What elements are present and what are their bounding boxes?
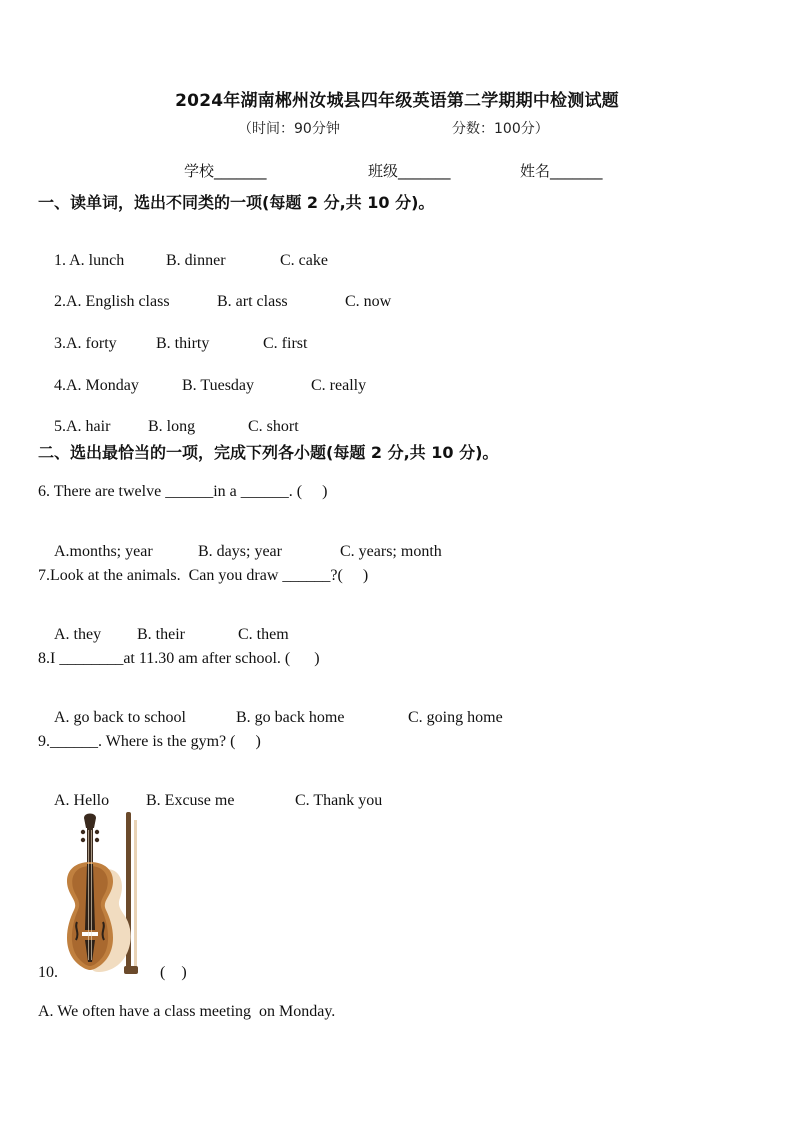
q2-option-a: 2.A. English class [54, 293, 170, 310]
q9-option-b: B. Excuse me [146, 792, 235, 809]
q6-option-a: A.months; year [54, 543, 153, 560]
q3-option-a: 3.A. forty [54, 335, 117, 352]
question-10-number: 10. [38, 964, 58, 981]
q6-option-b: B. days; year [198, 543, 282, 560]
question-8: 8.I ________at 11.30 am after school. ( ) [38, 650, 320, 667]
q7-option-c: C. them [238, 626, 289, 643]
q8-option-c: C. going home [408, 709, 503, 726]
q8-option-b: B. go back home [236, 709, 345, 726]
q6-option-c: C. years; month [340, 543, 442, 560]
q5-option-a: 5.A. hair [54, 418, 111, 435]
q9-option-a: A. Hello [54, 792, 110, 809]
class-field: 班级_______ [368, 162, 451, 180]
section-one-heading: 一、读单词，选出不同类的一项(每题 2 分,共 10 分)。 [38, 193, 435, 212]
q2-option-b: B. art class [217, 293, 288, 310]
q1-option-b: B. dinner [166, 252, 226, 269]
question-10-answer-paren: ( ) [160, 964, 187, 981]
q7-option-b: B. their [137, 626, 185, 643]
school-field: 学校_______ [184, 162, 267, 180]
question-9: 9.______. Where is the gym? ( ) [38, 733, 261, 750]
q10-option-a: A. We often have a class meeting on Monday. [38, 1003, 336, 1020]
q2-option-c: C. now [345, 293, 392, 310]
exam-score: 分数：100分） [452, 121, 549, 137]
violin-icon [60, 810, 152, 980]
q5-option-b: B. long [148, 418, 196, 435]
name-field: 姓名_______ [520, 162, 603, 180]
q1-option-a: 1. A. lunch [54, 252, 125, 269]
q7-option-a: A. they [54, 626, 102, 643]
question-6: 6. There are twelve ______in a ______. ( ) [38, 483, 328, 500]
q4-option-a: 4.A. Monday [54, 377, 139, 394]
q4-option-b: B. Tuesday [182, 377, 255, 394]
q3-option-b: B. thirty [156, 335, 210, 352]
exam-time: （时间：90分钟 [238, 121, 340, 137]
q3-option-c: C. first [263, 335, 308, 352]
q1-option-c: C. cake [280, 252, 328, 269]
q4-option-c: C. really [311, 377, 367, 394]
page-title: 2024年湖南郴州汝城县四年级英语第二学期期中检测试题 [175, 91, 619, 111]
q8-option-a: A. go back to school [54, 709, 186, 726]
section-two-heading: 二、选出最恰当的一项，完成下列各小题(每题 2 分,共 10 分)。 [38, 443, 499, 462]
q9-option-c: C. Thank you [295, 792, 383, 809]
q5-option-c: C. short [248, 418, 299, 435]
question-7: 7.Look at the animals. Can you draw ______?( ) [38, 567, 369, 584]
